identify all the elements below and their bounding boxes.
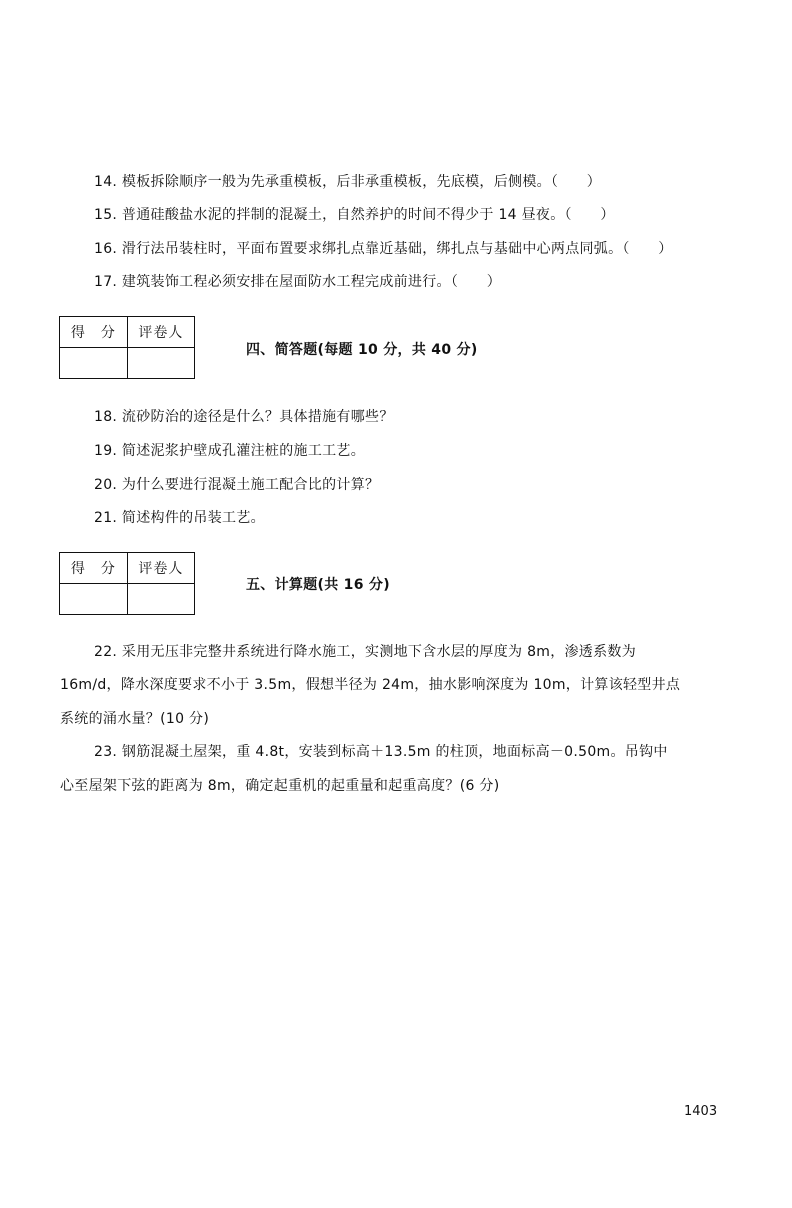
score-cell bbox=[60, 348, 128, 379]
question-19: 19. 简述泥浆护壁成孔灌注桩的施工工艺。 bbox=[94, 443, 366, 459]
question-15: 15. 普通硅酸盐水泥的拌制的混凝土，自然养护的时间不得少于 14 昼夜。（ ） bbox=[94, 207, 615, 223]
question-14: 14. 模板拆除顺序一般为先承重模板，后非承重模板，先底模，后侧模。（ ） bbox=[94, 174, 602, 190]
question-21: 21. 简述构件的吊装工艺。 bbox=[94, 510, 265, 526]
question-22-line-1: 22. 采用无压非完整井系统进行降水施工，实测地下含水层的厚度为 8m，渗透系数为 bbox=[94, 644, 637, 660]
score-box-section-5 bbox=[59, 552, 195, 615]
grader-label: 评卷人 bbox=[127, 553, 194, 584]
page-number: 1403 bbox=[684, 1104, 718, 1119]
score-label: 得 分 bbox=[60, 553, 128, 584]
question-22-line-2: 16m/d，降水深度要求不小于 3.5m，假想半径为 24m，抽水影响深度为 10m，计算该轻型井点 bbox=[60, 677, 681, 693]
question-20: 20. 为什么要进行混凝土施工配合比的计算？ bbox=[94, 477, 380, 493]
section-4-title: 四、简答题(每题 10 分，共 40 分) bbox=[246, 342, 478, 358]
question-17: 17. 建筑装饰工程必须安排在屋面防水工程完成前进行。（ ） bbox=[94, 274, 502, 290]
score-cell bbox=[60, 584, 128, 615]
question-23-line-2: 心至屋架下弦的距离为 8m，确定起重机的起重量和起重高度？(6 分) bbox=[60, 778, 500, 794]
question-23-line-1: 23. 钢筋混凝土屋架，重 4.8t，安装到标高＋13.5m 的柱顶，地面标高－0.50m。吊钩中 bbox=[94, 744, 668, 760]
grader-cell bbox=[127, 584, 194, 615]
score-label: 得 分 bbox=[60, 317, 128, 348]
grader-label: 评卷人 bbox=[127, 317, 194, 348]
question-22-line-3: 系统的涌水量？(10 分) bbox=[60, 711, 210, 727]
question-18: 18. 流砂防治的途径是什么？具体措施有哪些？ bbox=[94, 409, 394, 425]
question-16: 16. 滑行法吊装柱时，平面布置要求绑扎点靠近基础，绑扎点与基础中心两点同弧。（ ） bbox=[94, 241, 673, 257]
grader-cell bbox=[127, 348, 194, 379]
score-box-section-4 bbox=[59, 316, 195, 379]
section-5-title: 五、计算题(共 16 分) bbox=[246, 577, 390, 593]
